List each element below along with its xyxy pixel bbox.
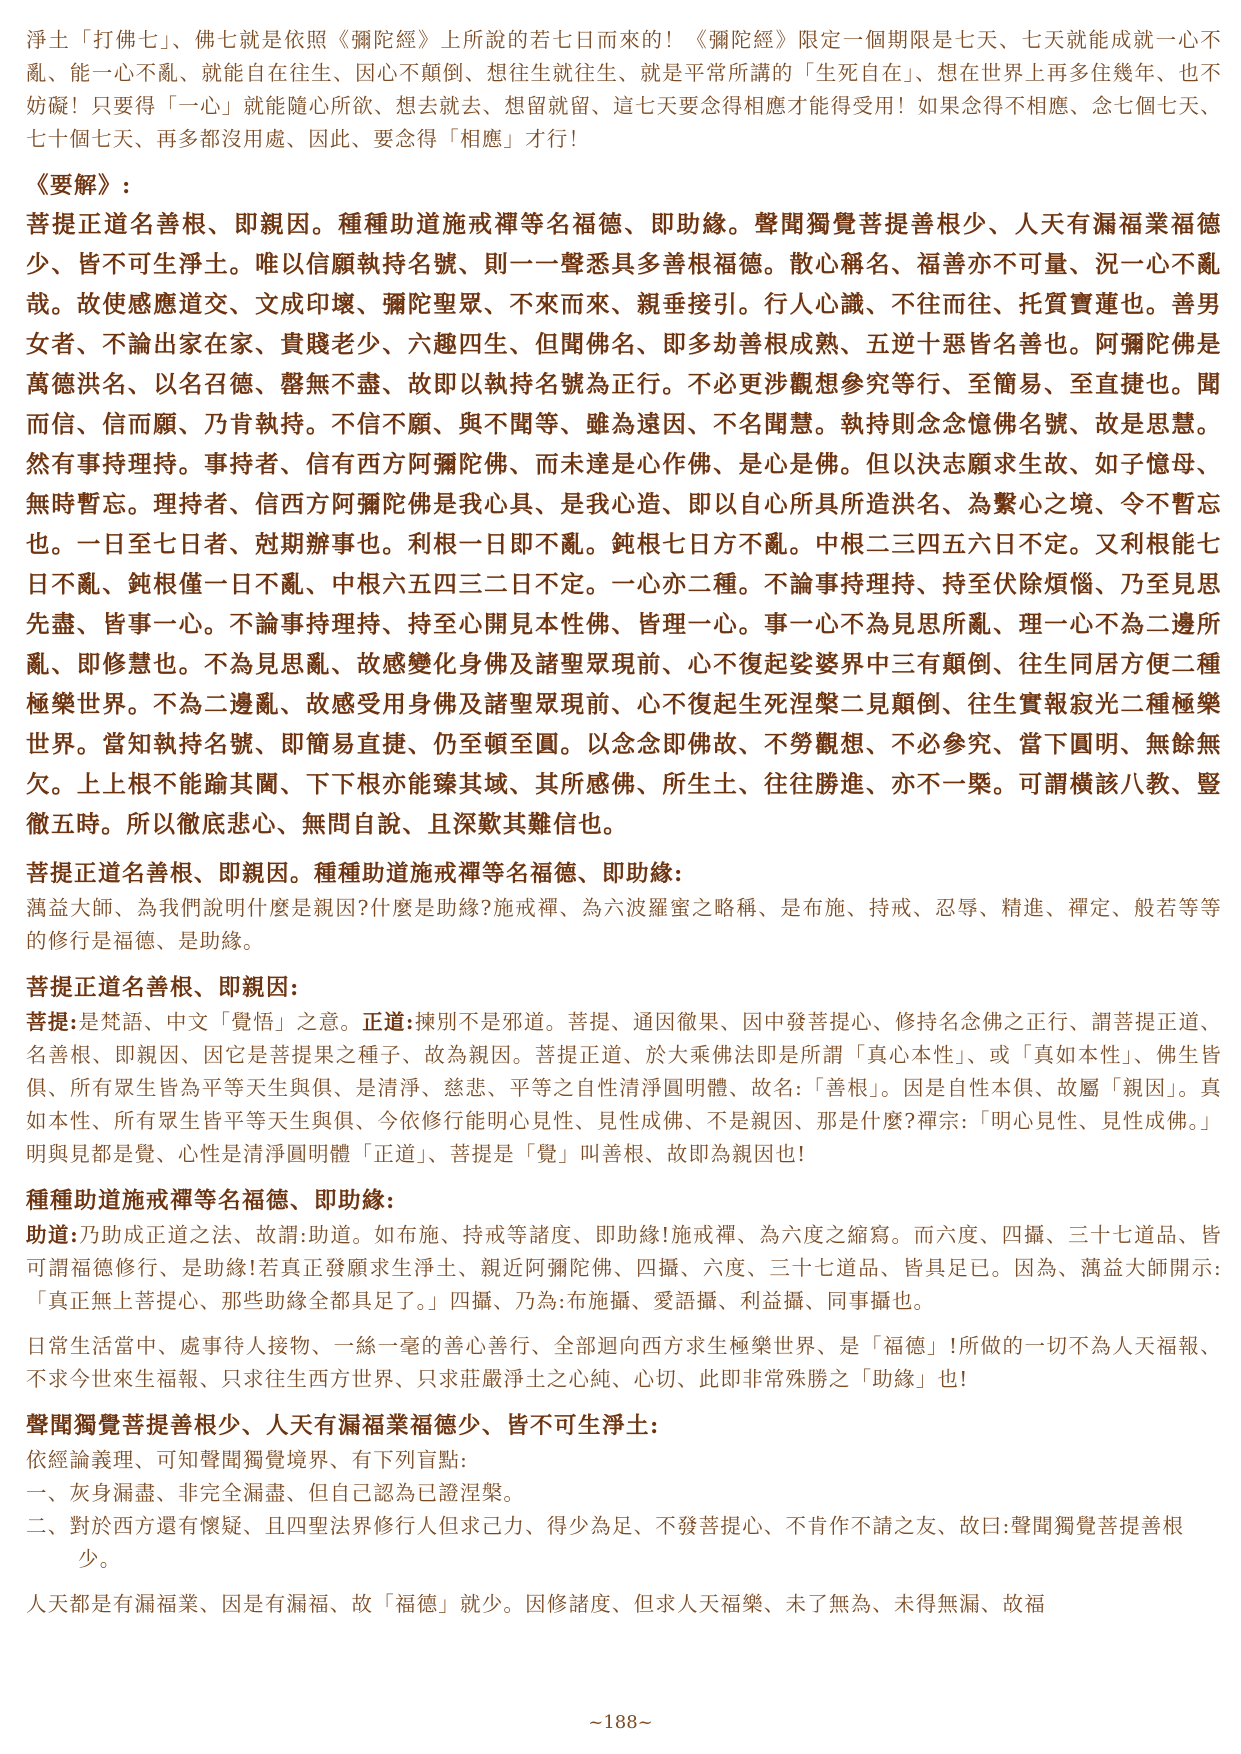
section-qinyin-zhuyuan <box>26 856 1222 958</box>
term-puti-text: 是梵語、中文「覺悟」之意。 <box>78 1010 363 1034</box>
page-content <box>26 24 1222 1621</box>
section-heading: 菩提正道名善根、即親因。種種助道施戒禪等名福德、即助緣: <box>26 861 684 887</box>
section-heading: 菩提正道名善根、即親因: <box>26 975 300 1001</box>
section-shengwen <box>26 1408 1222 1621</box>
term-zhudao: 助道: <box>26 1223 79 1247</box>
term-puti: 菩提: <box>26 1010 79 1034</box>
section-body <box>26 1006 1222 1171</box>
list-item: 二、對於西方還有懷疑、且四聖法界修行人但求己力、得少為足、不發菩提心、不肯作不請之友、故曰:聲聞獨覺菩提善根少。 <box>26 1514 1185 1571</box>
section-heading: 聲聞獨覺菩提善根少、人天有漏福業福德少、皆不可生淨土: <box>26 1413 660 1439</box>
section-body: 蕅益大師、為我們說明什麼是親因?什麼是助緣?施戒禪、為六波羅蜜之略稱、是布施、持戒、忍辱、精進、禪定、般若等等的修行是福德、是助緣。 <box>26 896 1222 953</box>
section-shangen <box>26 970 1222 1171</box>
list-item: 一、灰身漏盡、非完全漏盡、但自己認為已證涅槃。 <box>26 1481 526 1505</box>
section-paragraph: 人天都是有漏福業、因是有漏福、故「福德」就少。因修諸度、但求人天福樂、未了無為、未得無漏、故福 <box>26 1592 1046 1616</box>
section-heading: 種種助道施戒禪等名福德、即助緣: <box>26 1188 396 1214</box>
page-number: ~188~ <box>588 1712 653 1733</box>
term-zhengdao-text: 揀別不是邪道。菩提、通因徹果、因中發菩提心、修持名念佛之正行、謂菩提正道、名善根、即親因、因它是菩提果之種子、故為親因。菩提正道、於大乘佛法即是所謂「真心本性」、或「真如本性」、佛生皆俱、所有眾生皆為平等天生與俱、是清淨、慈悲、平等之自性清淨圓明體、故名:「善根」。因是自性本俱、故屬「親因」。真如本性、所有眾生皆平等天生與俱、今依修行能明心見性、見性成佛、不是親因、那是什麼?禪宗:「明心見性、見性成佛。」明與見都是覺、心性是清淨圓明體「正道」、菩提是「覺」叫善根、故即為親因也! <box>26 1010 1223 1166</box>
yaojie-text: 菩提正道名善根、即親因。種種助道施戒禪等名福德、即助緣。聲聞獨覺菩提善根少、人天有漏福業福德少、皆不可生淨土。唯以信願執持名號、則一一聲悉具多善根福德。散心稱名、福善亦不可量、況一心不亂哉。故使感應道交、文成印壞、彌陀聖眾、不來而來、親垂接引。行人心識、不往而往、托質寶蓮也。善男女者、不論出家在家、貴賤老少、六趣四生、但聞佛名、即多劫善根成熟、五逆十惡皆名善也。阿彌陀佛是萬德洪名、以名召德、罄無不盡、故即以執持名號為正行。不必更涉觀想參究等行、至簡易、至直捷也。聞而信、信而願、乃肯執持。不信不願、與不聞等、雖為遠因、不名聞慧。執持則念念憶佛名號、故是思慧。然有事持理持。事持者、信有西方阿彌陀佛、而未達是心作佛、是心是佛。但以決志願求生故、如子憶母、無時暫忘。理持者、信西方阿彌陀佛是我心具、是我心造、即以自心所具所造洪名、為繫心之境、令不暫忘也。一日至七日者、尅期辦事也。利根一日即不亂。鈍根七日方不亂。中根二三四五六日不定。又利根能七日不亂、鈍根僅一日不亂、中根六五四三二日不定。一心亦二種。不論事持理持、持至伏除煩惱、乃至見思先盡、皆事一心。不論事持理持、持至心開見本性佛、皆理一心。事一心不為見思所亂、理一心不為二邊所亂、即修慧也。不為見思亂、故感變化身佛及諸聖眾現前、心不復起娑婆界中三有顛倒、往生同居方便二種極樂世界。不為二邊亂、故感受用身佛及諸聖眾現前、心不復起生死涅槃二見顛倒、往生實報寂光二種極樂世界。當知執持名號、即簡易直捷、仍至頓至圓。以念念即佛故、不勞觀想、不必參究、當下圓明、無餘無欠。上上根不能踰其閫、下下根亦能臻其域、其所感佛、所生土、往往勝進、亦不一槩。可謂橫該八教、豎徹五時。所以徹底悲心、無問自說、且深歎其難信也。 <box>26 210 1222 838</box>
section-paragraph: 日常生活當中、處事待人接物、一絲一毫的善心善行、全部迴向西方求生極樂世界、是「福德」!所做的一切不為人天福報、不求今世來生福報、只求往生西方世界、只求莊嚴淨土之心純、心切、此即非常殊勝之「助緣」也! <box>26 1334 1222 1391</box>
section-body <box>26 1219 1222 1318</box>
section-lead: 依經論義理、可知聲聞獨覺境界、有下列盲點: <box>26 1448 469 1472</box>
intro-paragraph: 淨土「打佛七」、佛七就是依照《彌陀經》上所說的若七日而來的！《彌陀經》限定一個期限是七天、七天就能成就一心不亂、能一心不亂、就能自在往生、因心不顛倒、想往生就往生、就是平常所講的「生死自在」、想在世界上再多住幾年、也不妨礙！只要得「一心」就能隨心所欲、想去就去、想留就留、這七天要念得相應才能得受用！如果念得不相應、念七個七天、七十個七天、再多都沒用處、因此、要念得「相應」才行！ <box>26 28 1222 151</box>
yaojie-title: 《要解》: <box>26 173 132 199</box>
section-fude <box>26 1183 1222 1396</box>
term-zhengdao: 正道: <box>362 1010 415 1034</box>
term-zhudao-text: 乃助成正道之法、故謂:助道。如布施、持戒等諸度、即助緣!施戒禪、為六度之縮寫。而六度、四攝、三十七道品、皆可謂福德修行、是助緣!若真正發願求生淨土、親近阿彌陀佛、四攝、六度、三十七道品、皆具足已。因為、蕅益大師開示:「真正無上菩提心、那些助緣全都具足了。」四攝、乃為:布施攝、愛語攝、利益攝、同事攝也。 <box>26 1223 1222 1313</box>
